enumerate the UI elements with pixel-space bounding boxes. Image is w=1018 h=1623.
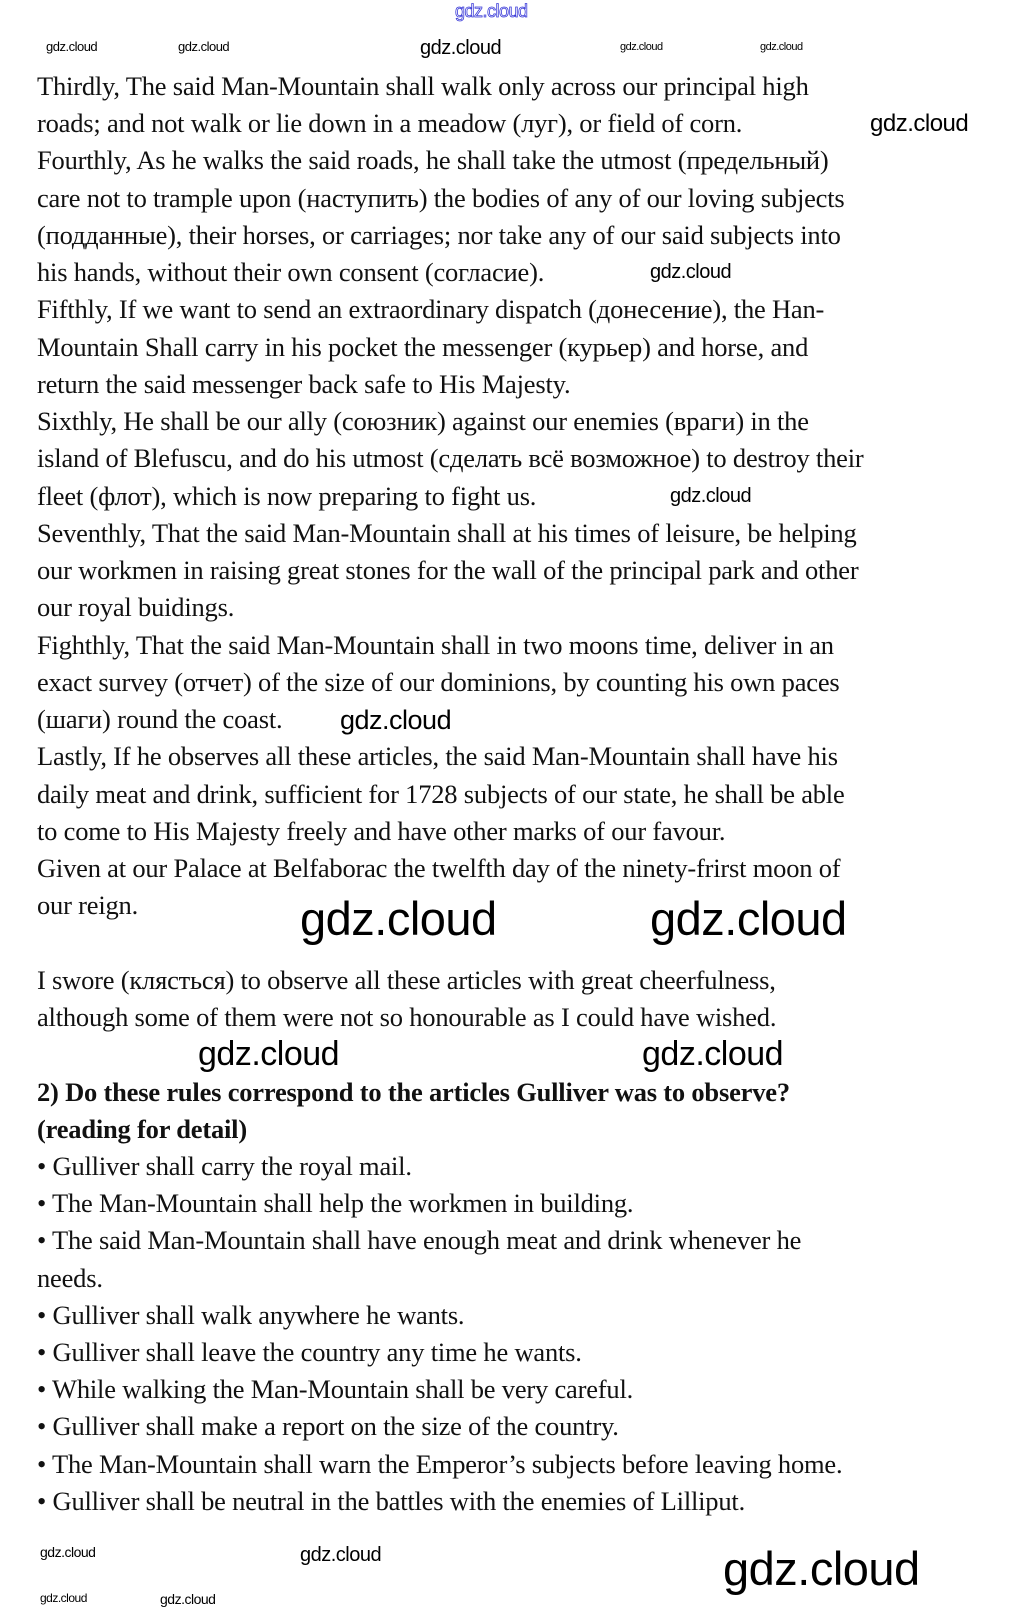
text-line: although some of them were not so honourable as I could have wished. <box>37 1002 777 1032</box>
text-line: care not to trample upon (наступить) the bodies of any of our loving subjects <box>37 182 845 213</box>
text-line: our reign. <box>37 890 139 921</box>
task-heading: 2) Do these rules correspond to the articles Gulliver was to observe? <box>37 1077 790 1107</box>
watermark: gdz.cloud <box>40 1591 87 1605</box>
bullet-item: • The said Man-Mountain shall have enough meat and drink whenever he <box>37 1225 802 1256</box>
watermark: gdz.cloud <box>300 892 497 945</box>
text-line: daily meat and drink, sufficient for 1728 subjects of our state, he shall be able <box>37 778 845 809</box>
bullet-item: • Gulliver shall carry the royal mail. <box>37 1151 412 1181</box>
text-line: Thirdly, The said Man-Mountain shall walk only across our principal high <box>37 71 809 101</box>
text-line: Seventhly, That the said Man-Mountain shall at his times of leisure, be helping <box>37 517 857 548</box>
text-line: our royal buidings. <box>37 592 235 623</box>
watermark: gdz.cloud <box>160 1591 216 1607</box>
text-line: I swore (клясться) to observe all these articles with great cheerfulness, <box>37 964 776 995</box>
text-line: his hands, without their own consent (согласие). <box>37 257 545 288</box>
text-line: Mountain Shall carry in his pocket the messenger (курьер) and horse, and <box>37 331 809 362</box>
watermark: gdz.cloud <box>300 1544 382 1566</box>
text-line: return the said messenger back safe to His Majesty. <box>37 368 571 399</box>
bullet-item: • Gulliver shall make a report on the size of the country. <box>37 1411 619 1442</box>
watermark: gdz.cloud <box>420 37 502 59</box>
bullet-item: • Gulliver shall leave the country any time he wants. <box>37 1337 582 1367</box>
watermark: gdz.cloud <box>40 1544 96 1560</box>
text-line: our workmen in raising great stones for the wall of the principal park and other <box>37 555 859 586</box>
text-line: Sixthly, He shall be our ally (союзник) against our enemies (враги) in the <box>37 406 809 437</box>
watermark: gdz.cloud <box>198 1035 340 1073</box>
watermark: gdz.cloud <box>870 110 969 137</box>
text-line: fleet (флот), which is now preparing to fight us. <box>37 480 537 511</box>
watermark: gdz.cloud <box>620 41 663 53</box>
bullet-item: • Gulliver shall be neutral in the battles with the enemies of Lilliput. <box>37 1485 745 1516</box>
text-line: Fourthly, As he walks the said roads, he shall take the utmost (предельный) <box>37 145 829 176</box>
bullet-item: • Gulliver shall walk anywhere he wants. <box>37 1299 465 1330</box>
watermark: gdz.cloud <box>670 485 752 507</box>
bullet-item: • While walking the Man-Mountain shall be very careful. <box>37 1374 634 1405</box>
watermark: gdz.cloud <box>650 892 847 945</box>
watermark: gdz.cloud <box>340 705 452 735</box>
task-heading-sub: (reading for detail) <box>37 1114 247 1144</box>
text-line: island of Blefuscu, and do his utmost (сделать всё возможное) to destroy their <box>37 443 864 474</box>
bullet-item: • The Man-Mountain shall warn the Emperor’s subjects before leaving home. <box>37 1448 843 1479</box>
text-line: Fighthly, That the said Man-Mountain shall in two moons time, deliver in an <box>37 629 834 660</box>
watermark: gdz.cloud <box>178 39 230 54</box>
text-line: Fifthly, If we want to send an extraordinary dispatch (донесение), the Han- <box>37 294 825 325</box>
text-line: Lastly, If he observes all these articles, the said Man-Mountain shall have his <box>37 741 838 772</box>
watermark: gdz.cloud <box>455 1 528 21</box>
bullet-item: needs. <box>37 1262 103 1293</box>
bullet-item: • The Man-Mountain shall help the workmen in building. <box>37 1188 634 1219</box>
watermark: gdz.cloud <box>650 261 732 283</box>
text-line: to come to His Majesty freely and have other marks of our favour. <box>37 815 726 846</box>
text-line: (шаги) round the coast. <box>37 704 283 735</box>
watermark: gdz.cloud <box>46 39 98 54</box>
watermark: gdz.cloud <box>723 1542 920 1595</box>
watermark: gdz.cloud <box>642 1035 784 1073</box>
text-line: exact survey (отчет) of the size of our dominions, by counting his own paces <box>37 666 840 697</box>
watermark: gdz.cloud <box>760 41 803 53</box>
text-line: roads; and not walk or lie down in a meadow (луг), or field of corn. <box>37 108 743 139</box>
text-line: (подданные), their horses, or carriages; nor take any of our said subjects into <box>37 219 841 250</box>
text-line: Given at our Palace at Belfaborac the twelfth day of the ninety-frirst moon of <box>37 853 841 884</box>
